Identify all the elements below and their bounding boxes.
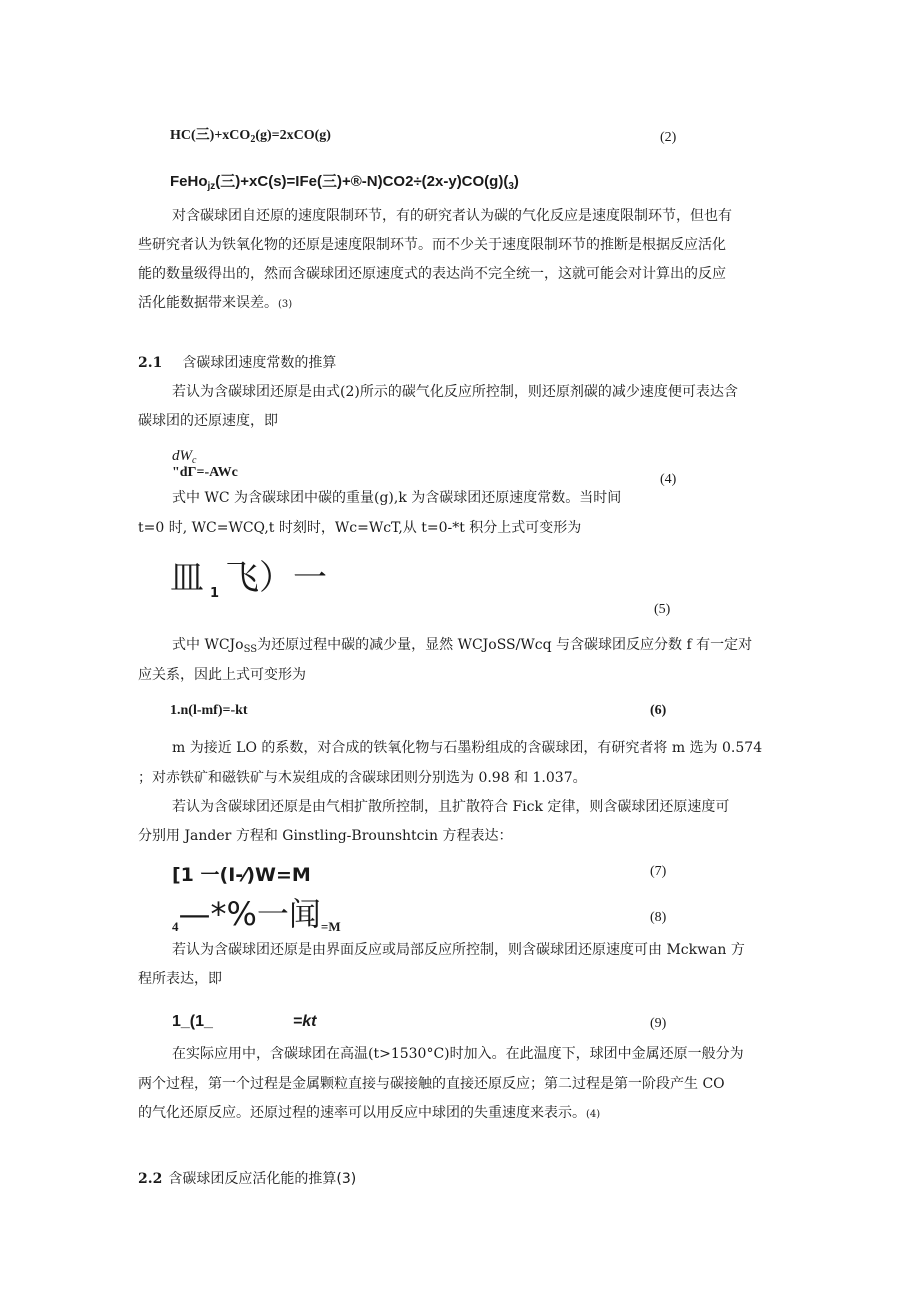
paragraph-line: 分别用 Jander 方程和 Ginstling-Brounshtcin 方程表达： bbox=[138, 828, 513, 844]
equation-3-part-c: ) bbox=[513, 173, 519, 190]
equation-5-part-a: 皿 bbox=[170, 558, 204, 598]
paragraph-line bbox=[172, 631, 752, 664]
paragraph-line bbox=[138, 1099, 600, 1129]
paragraph-line: m 为接近 LO 的系数，对合成的铁氧化物与石墨粉组成的含碳球团，有研究者将 m 选为 0.574 bbox=[172, 740, 763, 756]
paragraph-line: 对含碳球团自还原的速度限制环节，有的研究者认为碳的气化反应是速度限制环节，但也有 bbox=[172, 208, 732, 224]
equation-2 bbox=[170, 124, 331, 145]
equation-8-subscript: 4 bbox=[172, 919, 179, 934]
section-title: 含碳球团速度常数的推算 bbox=[182, 355, 337, 371]
equation-2-subscript: 2 bbox=[250, 134, 256, 145]
paragraph-line: 能的数量级得出的，然而含碳球团还原速度式的表达尚不完全统一，这就可能会对计算出的反应 bbox=[138, 266, 726, 282]
equation-2-number: (2) bbox=[660, 130, 677, 145]
equation-4-dw: dW bbox=[172, 448, 192, 464]
paragraph-line bbox=[138, 289, 292, 319]
section-number: 2.1 bbox=[138, 355, 163, 371]
equation-3-part-a: FeHo bbox=[170, 173, 208, 190]
paragraph-line: 若认为含碳球团还原是由气相扩散所控制，且扩散符合 Fick 定律，则含碳球团还原速度可 bbox=[172, 799, 730, 815]
equation-4: "dΓ=-AWc bbox=[172, 465, 238, 480]
citation-ref: (3) bbox=[278, 299, 293, 310]
equation-5 bbox=[170, 558, 327, 614]
paragraph-line: 程所表达，即 bbox=[138, 971, 222, 987]
paragraph-line: 两个过程，第一个过程是金属颗粒直接与碳接触的直接还原反应；第二过程是第一阶段产生 CO bbox=[138, 1076, 725, 1092]
equation-3-subscript: jz bbox=[207, 181, 216, 192]
equation-9 bbox=[172, 1013, 317, 1031]
section-heading-2-2 bbox=[138, 1168, 356, 1188]
equation-6: 1.n(l-mf)=-kt bbox=[170, 703, 248, 718]
paragraph-line: t=0 时, WC=WCQ,t 时刻时，Wc=WcT,从 t=0-*t 积分上式可变形为 bbox=[138, 520, 582, 536]
equation-6-number: (6) bbox=[650, 703, 667, 718]
equation-7: [1 一(I-⁄)W=M bbox=[172, 864, 311, 886]
paragraph-line: 若认为含碳球团还原是由式(2)所示的碳气化反应所控制，则还原剂碳的减少速度便可表达含 bbox=[172, 384, 738, 400]
paragraph-line: 应关系，因此上式可变形为 bbox=[138, 667, 306, 683]
paragraph-line: 些研究者认为铁氧化物的还原是速度限制环节。而不少关于速度限制环节的推断是根据反应活化 bbox=[138, 237, 726, 253]
equation-2-right: (g)=2xCO(g) bbox=[255, 128, 331, 143]
equation-2-left: HC(三)+xCO bbox=[170, 128, 251, 143]
equation-3 bbox=[170, 170, 519, 192]
equation-4-numerator bbox=[172, 448, 196, 466]
equation-8-tail: =M bbox=[320, 919, 341, 934]
paragraph-text: 为还原过程中碳的减少量，显然 WCJoSS/Wcq 与含碳球团反应分数 f 有一定对 bbox=[257, 637, 753, 653]
equation-5-number: (5) bbox=[654, 602, 671, 617]
equation-3-number-subscript: 3 bbox=[508, 181, 514, 192]
equation-9-right: =kt bbox=[292, 1013, 317, 1030]
equation-5-part-b: 飞）一 bbox=[225, 558, 328, 598]
paragraph-text: 的气化还原反应。还原过程的速率可以用反应中球团的失重速度来表示。 bbox=[138, 1105, 586, 1121]
paragraph-line: 若认为含碳球团还原是由界面反应或局部反应所控制，则含碳球团还原速度可由 Mckwan 方 bbox=[172, 942, 745, 958]
equation-9-left: 1_(1_ bbox=[172, 1013, 213, 1030]
equation-4-subscript: c bbox=[192, 455, 197, 466]
equation-8-body: —*%一闻 bbox=[178, 895, 321, 933]
section-heading-2-1 bbox=[138, 352, 336, 372]
paragraph-line: 在实际应用中，含碳球团在高温(t>1530°C)时加入。在此温度下，球团中金属还原一般分为 bbox=[172, 1046, 744, 1062]
paragraph-text: 活化能数据带来误差。 bbox=[138, 295, 278, 311]
equation-3-part-b: (三)+xC(s)=IFe(三)+®-N)CO2÷(2x-y)CO(g)( bbox=[215, 173, 509, 190]
citation-ref: (4) bbox=[586, 1109, 601, 1120]
equation-4-number: (4) bbox=[660, 472, 677, 487]
paragraph-text: 式中 WCJo bbox=[172, 637, 244, 653]
equation-9-number: (9) bbox=[650, 1016, 667, 1031]
paragraph-line: 式中 WC 为含碳球团中碳的重量(g),k 为含碳球团还原速度常数。当时间 bbox=[172, 490, 622, 506]
equation-7-number: (7) bbox=[650, 864, 667, 879]
paragraph-subscript: SS bbox=[243, 644, 258, 655]
paragraph-line: ；对赤铁矿和磁铁矿与木炭组成的含碳球团则分别选为 0.98 和 1.037。 bbox=[138, 770, 587, 786]
paragraph-line: 碳球团的还原速度，即 bbox=[138, 413, 278, 429]
equation-5-subscript: 1 bbox=[210, 586, 220, 601]
section-number: 2.2 bbox=[138, 1171, 163, 1187]
section-title: 含碳球团反应活化能的推算(3) bbox=[168, 1171, 357, 1187]
equation-8-number: (8) bbox=[650, 910, 667, 925]
